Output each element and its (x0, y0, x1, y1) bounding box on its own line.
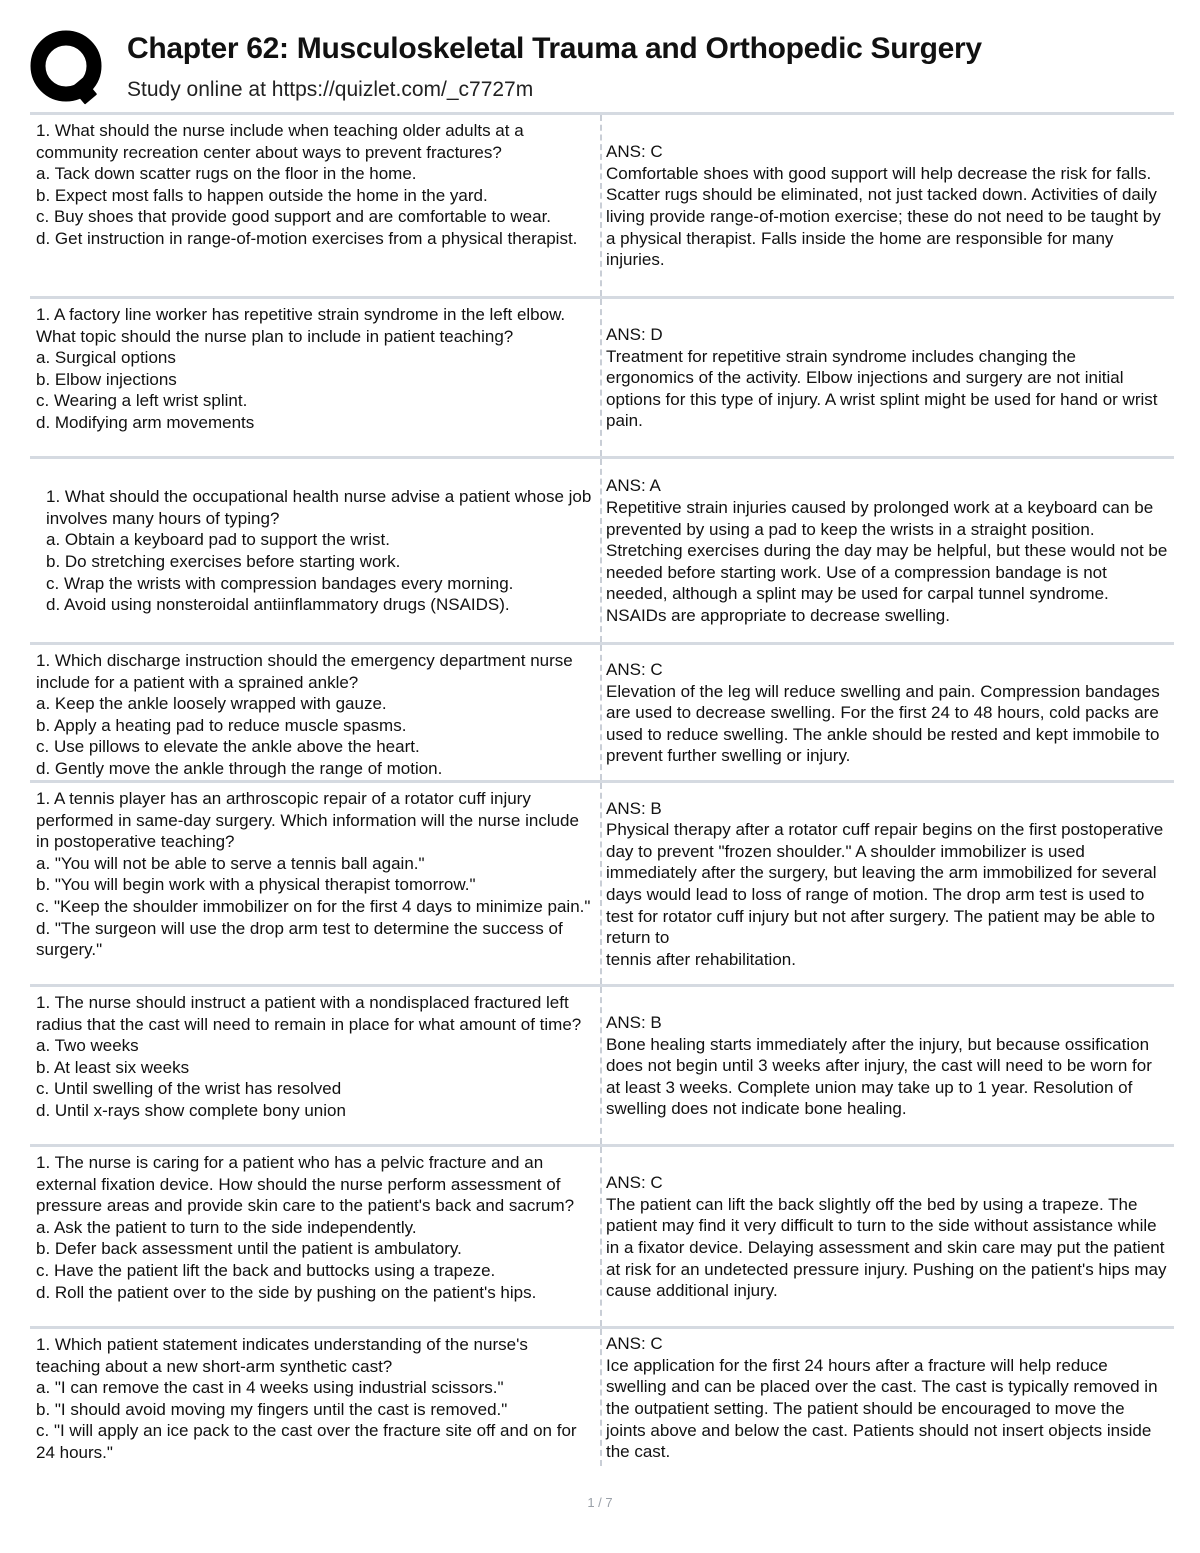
page-number: 1 / 7 (587, 1495, 613, 1510)
flashcard (30, 1144, 1174, 1326)
flashcard (30, 456, 1174, 642)
card-answer: ANS: A Repetitive strain injuries caused by prolonged work at a keyboard can be prevented by using a pad to keep the wrists in a straight position. Stretching exercises during the day may be helpful, but these would not be needed before starting work. Use of a compression bandage is not needed, although a splint may be used for carpal tunnel syndrome. NSAIDs are appropriate to decrease swelling. (600, 459, 1174, 642)
flashcard (30, 112, 1174, 296)
card-answer: ANS: B Physical therapy after a rotator cuff repair begins on the first postoperative day to prevent "frozen shoulder." A shoulder immobilizer is used immediately after the surgery, but leaving the arm immobilized for several days would lead to loss of range of motion. The drop arm test is used to test for rotator cuff injury but not after surgery. The patient may be able to return to tennis after rehabilitation. (600, 783, 1174, 984)
card-answer: ANS: C Ice application for the first 24 hours after a fracture will help reduce swelling and can be placed over the cast. The cast is typically removed in the outpatient setting. The patient should be encouraged to move the joints above and below the cast. Patients should not insert objects inside the cast. (600, 1329, 1174, 1466)
card-question: 1. The nurse is caring for a patient who has a pelvic fracture and an external fixation device. How should the nurse perform assessment of pressure areas and provide skin care to the patient's back and sacrum? a. Ask the patient to turn to the side independently. b. Defer back assessment until the patient is ambulatory. c. Have the patient lift the back and buttocks using a trapeze. d. Roll the patient over to the side by pushing on the patient's hips. (36, 1153, 575, 1302)
card-answer: ANS: C The patient can lift the back slightly off the bed by using a trapeze. The patient may find it very difficult to turn to the side without assistance while in a fixator device. Delaying assessment and skin care may put the patient at risk for an undetected pressure injury. Pushing on the patient's hips may cause additional injury. (600, 1147, 1174, 1326)
card-question: 1. A tennis player has an arthroscopic repair of a rotator cuff injury performed in same-day surgery. Which information will the nurse include in postoperative teaching? a. "You will not be able to serve a tennis ball again." b. "You will begin work with a physical therapist tomorrow." c. "Keep the shoulder immobilizer on for the first 4 days to minimize pain." d. "The surgeon will use the drop arm test to determine the success of surgery." (36, 789, 591, 960)
flashcard (30, 296, 1174, 456)
card-answer: ANS: C Comfortable shoes with good support will help decrease the risk for falls. Scatter rugs should be eliminated, not just tacked down. Activities of daily living provide range-of-motion exercise; these do not need to be taught by a physical therapist. Falls inside the home are responsible for many injuries. (600, 115, 1174, 296)
card-answer: ANS: D Treatment for repetitive strain syndrome includes changing the ergonomics of the activity. Elbow injections and surgery are not initial options for this type of injury. A wrist splint might be used for hand or wrist pain. (600, 299, 1174, 456)
study-link[interactable]: Study online at https://quizlet.com/_c7727m (127, 78, 534, 101)
card-question: 1. What should the occupational health nurse advise a patient whose job involves many hours of typing? a. Obtain a keyboard pad to support the wrist. b. Do stretching exercises before starting work. c. Wrap the wrists with compression bandages every morning. d. Avoid using nonsteroidal antiinflammatory drugs (NSAIDS). (46, 487, 592, 615)
flashcard (30, 642, 1174, 780)
quizlet-logo-icon (30, 30, 106, 106)
card-question: 1. What should the nurse include when teaching older adults at a community recreation center about ways to prevent fractures? a. Tack down scatter rugs on the floor in the home. b. Expect most falls to happen outside the home in the yard. c. Buy shoes that provide good support and are comfortable to wear. d. Get instruction in range-of-motion exercises from a physical therapist. (36, 121, 578, 248)
flashcard-list (30, 112, 1174, 1466)
card-answer: ANS: C Elevation of the leg will reduce swelling and pain. Compression bandages are used to decrease swelling. For the first 24 to 48 hours, cold packs are used to reduce swelling. The ankle should be rested and kept immobile to prevent further swelling or injury. (600, 645, 1174, 780)
card-question: 1. A factory line worker has repetitive strain syndrome in the left elbow. What topic should the nurse plan to include in patient teaching? a. Surgical options b. Elbow injections c. Wearing a left wrist splint. d. Modifying arm movements (36, 305, 566, 432)
flashcard (30, 1326, 1174, 1466)
page-header (0, 0, 1200, 112)
card-answer: ANS: B Bone healing starts immediately after the injury, but because ossification does not begin until 3 weeks after injury, the cast will need to be worn for at least 3 weeks. Complete union may take up to 1 year. Resolution of swelling does not indicate bone healing. (600, 987, 1174, 1144)
flashcard (30, 984, 1174, 1144)
page-title: Chapter 62: Musculoskeletal Trauma and Orthopedic Surgery (127, 32, 982, 65)
card-question: 1. Which discharge instruction should the emergency department nurse include for a patient with a sprained ankle? a. Keep the ankle loosely wrapped with gauze. b. Apply a heating pad to reduce muscle spasms. c. Use pillows to elevate the ankle above the heart. d. Gently move the ankle through the range of motion. (36, 651, 573, 778)
card-question: 1. Which patient statement indicates understanding of the nurse's teaching about a new short-arm synthetic cast? a. "I can remove the cast in 4 weeks using industrial scissors." b. "I should avoid moving my fingers until the cast is removed." c. "I will apply an ice pack to the cast over the fracture site off and on for 24 hours." (36, 1335, 577, 1462)
flashcard (30, 780, 1174, 984)
card-question: 1. The nurse should instruct a patient with a nondisplaced fractured left radius that the cast will need to remain in place for what amount of time? a. Two weeks b. At least six weeks c. Until swelling of the wrist has resolved d. Until x-rays show complete bony union (36, 993, 582, 1120)
